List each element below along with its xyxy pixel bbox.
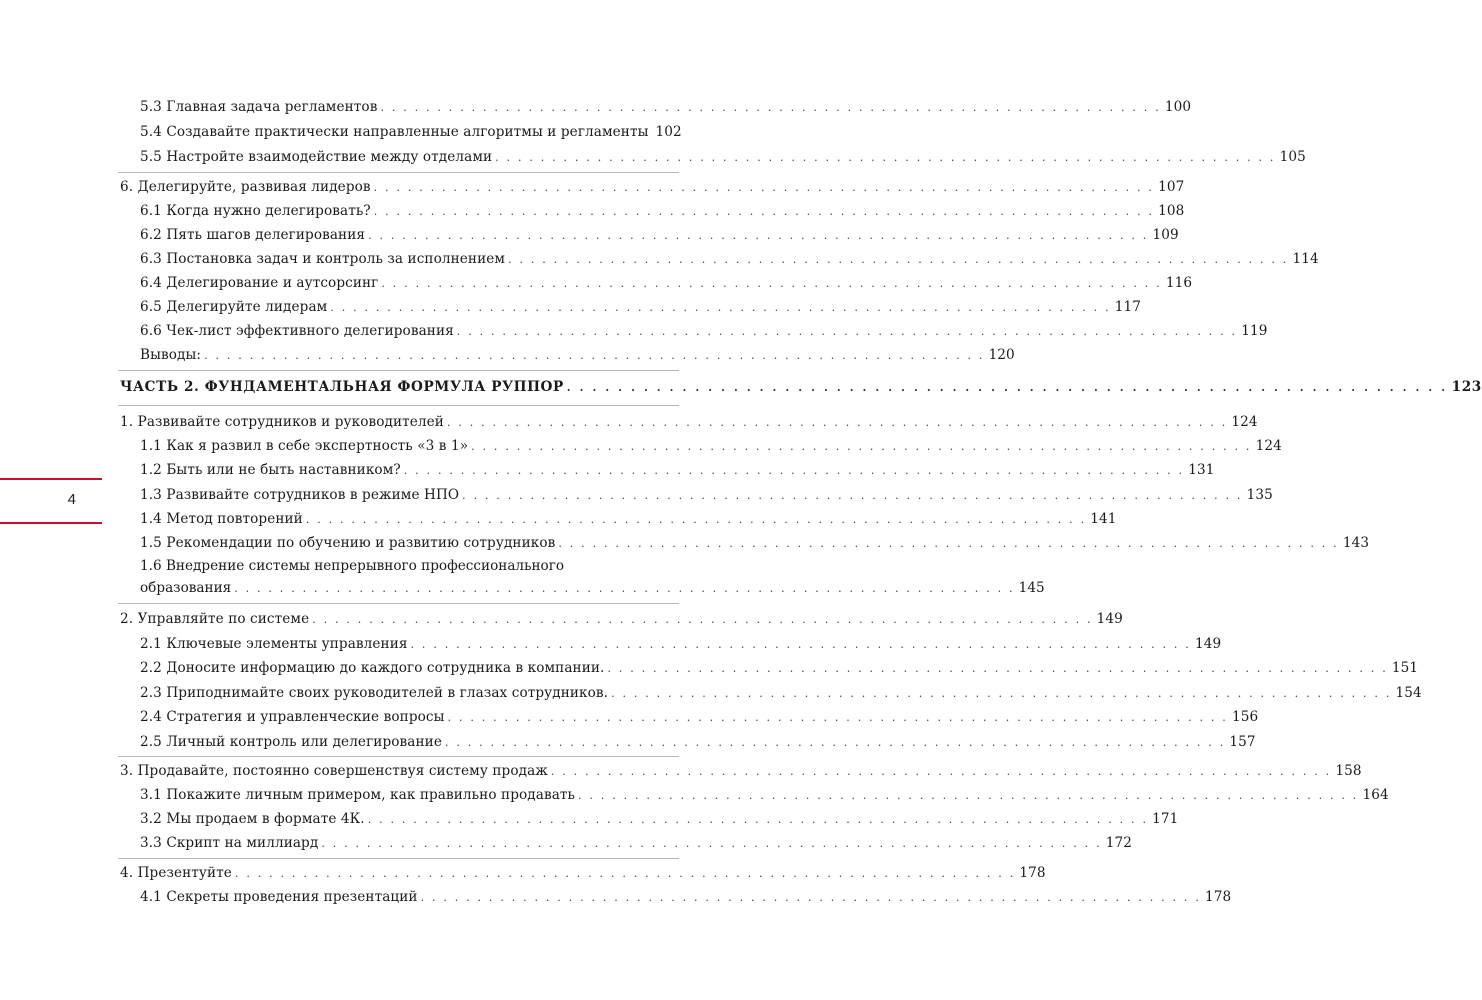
toc-entry-5-3: [140, 98, 1192, 117]
dot-leader: . . . . . . . . . . . . . . . . . . . . . . . . . . . . . . . . . . . . . . . . . . . . . . . . . . . . . . . . . . . . . . . . . . . . .: [447, 711, 1228, 724]
toc-entry-title: 3.3 Скрипт на миллиард: [140, 835, 319, 851]
toc-entry-page: 117: [1114, 299, 1142, 315]
toc-entry-title: 6.2 Пять шагов делегирования: [140, 227, 366, 243]
dot-leader: . . . . . . . . . . . . . . . . . . . . . . . . . . . . . . . . . . . . . . . . . . . . . . . . . . . . . . . . . . . . . . . . . . . . .: [312, 613, 1093, 626]
toc-entry-title: 1.2 Быть или не быть наставником?: [140, 462, 401, 478]
toc-entry-6-3: [140, 250, 1319, 269]
toc-entry-page: 107: [1158, 179, 1185, 195]
toc-entry-title: 3. Продавайте, постоянно совершенствуя систему продаж: [120, 763, 548, 779]
toc-entry-p2-1-5: [140, 534, 1370, 553]
dot-leader: . . . . . . . . . . . . . . . . . . . . . . . . . . . . . . . . . . . . . . . . . . . . . . . . . . . . . . . . . . . . . . . . . . . . .: [446, 416, 1228, 429]
section-divider: [118, 405, 679, 406]
toc-entry-title: 3.1 Покажите личным примером, как правильно продавать: [140, 787, 576, 803]
toc-entry-page: 120: [988, 347, 1015, 363]
toc-entry-page: 158: [1335, 763, 1362, 779]
toc-entry-page: 124: [1231, 414, 1258, 430]
page-number: 4: [67, 491, 76, 508]
toc-entry-6: [120, 178, 1185, 197]
toc-entry-page: 141: [1090, 511, 1117, 527]
toc-entry-title: 5.5 Настройте взаимодействие между отделами: [140, 149, 493, 165]
toc-entry-5-4: [140, 123, 682, 142]
toc-entry-page: 149: [1194, 636, 1222, 652]
toc-entry-page: 171: [1152, 811, 1179, 827]
dot-leader: . . . . . . . . . . . . . . . . . . . . . . . . . . . . . . . . . . . . . . . . . . . . . . . . . . . . . . . . . . . . . . . . . . . . .: [607, 662, 1388, 675]
toc-entry-page: 102: [655, 124, 682, 140]
toc-entry-title: 5.4 Создавайте практически направленные алгоритмы и регламенты: [140, 124, 649, 140]
toc-entry-page: 154: [1395, 685, 1422, 701]
toc-entry-page: 164: [1362, 787, 1389, 803]
dot-leader: . . . . . . . . . . . . . . . . . . . . . . . . . . . . . . . . . . . . . . . . . . . . . . . . . . . . . . . . . . . . . . . . . . . . .: [410, 638, 1191, 651]
dot-leader: . . . . . . . . . . . . . . . . . . . . . . . . . . . . . . . . . . . . . . . . . . . . . . . . . . . . . . . . . . . . . . . . . . . . .: [234, 582, 1015, 595]
dot-leader: . . . . . . . . . . . . . . . . . . . . . . . . . . . . . . . . . . . . . . . . . . . . . . . . . . . . . . . . . . . . . . . . . . . . .: [204, 349, 985, 362]
toc-entry-p2-1-6: [140, 555, 1045, 600]
toc-entry-page: 135: [1246, 487, 1273, 503]
dot-leader: . . . . . . . . . . . . . . . . . . . . . . . . . . . . . . . . . . . . . . . . . . . . . . . . . . . . . . . . . . . . . . . . . . . . .: [373, 205, 1155, 218]
toc-entry-title: 2.4 Стратегия и управленческие вопросы: [140, 709, 445, 725]
dot-leader: . . . . . . . . . . . . . . . . . . . . . . . . . . . . . . . . . . . . . . . . . . . . . . . . . . . . . . . . . . . . . . . . . . . . .: [566, 381, 1448, 394]
toc-entry-page: 172: [1105, 835, 1133, 851]
toc-entry-page: 145: [1018, 580, 1045, 596]
toc-entry-title: 2. Управляйте по системе: [120, 611, 310, 627]
dot-leader: . . . . . . . . . . . . . . . . . . . . . . . . . . . . . . . . . . . . . . . . . . . . . . . . . . . . . . . . . . . . . . . . . . . . .: [462, 489, 1243, 502]
dot-leader: . . . . . . . . . . . . . . . . . . . . . . . . . . . . . . . . . . . . . . . . . . . . . . . . . . . . . . . . . . . . . . . . . . . . .: [611, 687, 1392, 700]
toc-entry-6-5: [140, 298, 1142, 317]
dot-leader: . . . . . . . . . . . . . . . . . . . . . . . . . . . . . . . . . . . . . . . . . . . . . . . . . . . . . . . . . . . . . . . . . . . . .: [495, 151, 1276, 164]
toc-entry-page: 156: [1231, 709, 1259, 725]
toc-entry-p2-1-1: [140, 437, 1282, 456]
dot-leader: . . . . . . . . . . . . . . . . . . . . . . . . . . . . . . . . . . . . . . . . . . . . . . . . . . . . . . . . . . . . . . . . . . . . .: [403, 464, 1185, 477]
toc-part-title: ЧАСТЬ 2. ФУНДАМЕНТАЛЬНАЯ ФОРМУЛА РУППОР: [120, 379, 564, 395]
toc-entry-page: 157: [1229, 734, 1256, 750]
dot-leader: . . . . . . . . . . . . . . . . . . . . . . . . . . . . . . . . . . . . . . . . . . . . . . . . . . . . . . . . . . . . . . . . . . . . .: [321, 837, 1102, 850]
toc-entry-page: 149: [1096, 611, 1123, 627]
toc-entry-page: 105: [1279, 149, 1306, 165]
toc-entry-title-line1: 1.6 Внедрение системы непрерывного профессионального: [140, 558, 565, 574]
toc-entry-p2-2-1: [140, 635, 1222, 654]
section-divider: [118, 858, 679, 859]
toc-entry-page: 151: [1391, 660, 1419, 676]
toc-entry-title: 2.5 Личный контроль или делегирование: [140, 734, 442, 750]
toc-entry-page: 100: [1164, 99, 1192, 115]
toc-entry-page: 178: [1019, 865, 1046, 881]
section-divider: [118, 172, 679, 173]
toc-entry-title: 6.3 Постановка задач и контроль за исполнением: [140, 251, 506, 267]
toc-entry-title: 4. Презентуйте: [120, 865, 232, 881]
dot-leader: . . . . . . . . . . . . . . . . . . . . . . . . . . . . . . . . . . . . . . . . . . . . . . . . . . . . . . . . . . . . . . . . . . . . .: [508, 253, 1289, 266]
toc-entry-title-line2: образования: [140, 580, 232, 596]
dot-leader: . . . . . . . . . . . . . . . . . . . . . . . . . . . . . . . . . . . . . . . . . . . . . . . . . . . . . . . . . . . . . . . . . . . . .: [373, 181, 1155, 194]
toc-entry-title: 2.3 Приподнимайте своих руководителей в глазах сотрудников.: [140, 685, 609, 701]
toc-entry-p2-1-3: [140, 486, 1273, 505]
toc-entry-p2-3: [120, 762, 1362, 781]
toc-entry-page: 114: [1292, 251, 1319, 267]
dot-leader: . . . . . . . . . . . . . . . . . . . . . . . . . . . . . . . . . . . . . . . . . . . . . . . . . . . . . . . . . . . . . . . . . . . . .: [456, 325, 1238, 338]
toc-entry-page: 119: [1241, 323, 1268, 339]
toc-entry-title: 6.6 Чек-лист эффективного делегирования: [140, 323, 454, 339]
dot-leader: . . . . . . . . . . . . . . . . . . . . . . . . . . . . . . . . . . . . . . . . . . . . . . . . . . . . . . . . . . . . . . . . . . . . .: [578, 789, 1359, 802]
dot-leader: . . . . . . . . . . . . . . . . . . . . . . . . . . . . . . . . . . . . . . . . . . . . . . . . . . . . . . . . . . . . . . . . . . . . .: [367, 813, 1149, 826]
toc-entry-title: 6.4 Делегирование и аутсорсинг: [140, 275, 379, 291]
toc-entry-p2-2-2: [140, 659, 1419, 678]
toc-entry-p2-2-4: [140, 708, 1259, 727]
toc-entry-title: 1. Развивайте сотрудников и руководителей: [120, 414, 444, 430]
toc-entry-page: 116: [1165, 275, 1193, 291]
toc-entry-title: 6.5 Делегируйте лидерам: [140, 299, 328, 315]
dot-leader: . . . . . . . . . . . . . . . . . . . . . . . . . . . . . . . . . . . . . . . . . . . . . . . . . . . . . . . . . . . . . . . . . . . . .: [305, 513, 1087, 526]
toc-entry-p2-2-3: [140, 684, 1422, 703]
toc-entry-6-2: [140, 226, 1179, 245]
toc-entry-p2-1-2: [140, 461, 1215, 480]
toc-entry-title: Выводы:: [140, 347, 202, 363]
toc-entry-title: 3.2 Мы продаем в формате 4К.: [140, 811, 365, 827]
dot-leader: . . . . . . . . . . . . . . . . . . . . . . . . . . . . . . . . . . . . . . . . . . . . . . . . . . . . . . . . . . . . . . . . . . . . .: [550, 765, 1332, 778]
toc-entry-page: 108: [1158, 203, 1185, 219]
dot-leader: . . . . . . . . . . . . . . . . . . . . . . . . . . . . . . . . . . . . . . . . . . . . . . . . . . . . . . . . . . . . . . . . . . . . .: [558, 537, 1339, 550]
marker-line-bottom: [0, 522, 102, 524]
toc-entry-title: 6. Делегируйте, развивая лидеров: [120, 179, 371, 195]
marker-line-top: [0, 478, 102, 480]
dot-leader: . . . . . . . . . . . . . . . . . . . . . . . . . . . . . . . . . . . . . . . . . . . . . . . . . . . . . . . . . . . . . . . . . . . . .: [234, 867, 1016, 880]
dot-leader: . . . . . . . . . . . . . . . . . . . . . . . . . . . . . . . . . . . . . . . . . . . . . . . . . . . . . . . . . . . . . . . . . . . . .: [330, 301, 1111, 314]
toc-entry-title: 5.3 Главная задача регламентов: [140, 99, 378, 115]
toc-entry-title: 1.1 Как я развил в себе экспертность «3 в 1»: [140, 438, 469, 454]
toc-entry-title: 2.1 Ключевые элементы управления: [140, 636, 408, 652]
toc-entry-page: 131: [1188, 462, 1215, 478]
dot-leader: . . . . . . . . . . . . . . . . . . . . . . . . . . . . . . . . . . . . . . . . . . . . . . . . . . . . . . . . . . . . . . . . . . . . .: [471, 440, 1252, 453]
toc-entry-page: 143: [1342, 535, 1370, 551]
toc-entry-6-1: [140, 202, 1185, 221]
toc-entry-conclusions: [140, 346, 1015, 365]
dot-leader: . . . . . . . . . . . . . . . . . . . . . . . . . . . . . . . . . . . . . . . . . . . . . . . . . . . . . . . . . . . . . . . . . . . . .: [368, 229, 1149, 242]
toc-entry-p2-3-3: [140, 834, 1133, 853]
toc-entry-p2-1: [120, 413, 1258, 432]
toc-entry-p2-4-1: [140, 888, 1232, 907]
dot-leader: . . . . . . . . . . . . . . . . . . . . . . . . . . . . . . . . . . . . . . . . . . . . . . . . . . . . . . . . . . . . . . . . . . . . .: [381, 277, 1162, 290]
toc-entry-title: 1.3 Развивайте сотрудников в режиме НПО: [140, 487, 460, 503]
toc-entry-title: 1.4 Метод повторений: [140, 511, 303, 527]
dot-leader: . . . . . . . . . . . . . . . . . . . . . . . . . . . . . . . . . . . . . . . . . . . . . . . . . . . . . . . . . . . . . . . . . . . . .: [444, 736, 1226, 749]
toc-entry-title: 2.2 Доносите информацию до каждого сотрудника в компании.: [140, 660, 605, 676]
section-divider: [118, 370, 679, 371]
toc-entry-p2-1-4: [140, 510, 1117, 529]
toc-entry-p2-2-5: [140, 733, 1256, 752]
toc-entry-page: 109: [1152, 227, 1179, 243]
toc-part-2: [120, 378, 1482, 397]
toc-entry-p2-2: [120, 610, 1123, 629]
dot-leader: . . . . . . . . . . . . . . . . . . . . . . . . . . . . . . . . . . . . . . . . . . . . . . . . . . . . . . . . . . . . . . . . . . . . .: [380, 101, 1161, 114]
page-number-marker: [0, 478, 102, 524]
section-divider: [118, 756, 679, 757]
toc-entry-p2-4: [120, 864, 1046, 883]
dot-leader: . . . . . . . . . . . . . . . . . . . . . . . . . . . . . . . . . . . . . . . . . . . . . . . . . . . . . . . . . . . . . . . . . . . . .: [420, 891, 1202, 904]
toc-entry-title: 1.5 Рекомендации по обучению и развитию сотрудников: [140, 535, 556, 551]
toc-entry-page: 123: [1451, 379, 1482, 395]
toc-entry-page: 178: [1205, 889, 1232, 905]
toc-entry-p2-3-1: [140, 786, 1389, 805]
section-divider: [118, 603, 679, 604]
toc-entry-title: 4.1 Секреты проведения презентаций: [140, 889, 418, 905]
toc-entry-5-5: [140, 148, 1306, 167]
toc-entry-title: 6.1 Когда нужно делегировать?: [140, 203, 371, 219]
toc-entry-6-6: [140, 322, 1268, 341]
toc-entry-6-4: [140, 274, 1193, 293]
toc-entry-p2-3-2: [140, 810, 1179, 829]
toc-entry-page: 124: [1255, 438, 1282, 454]
